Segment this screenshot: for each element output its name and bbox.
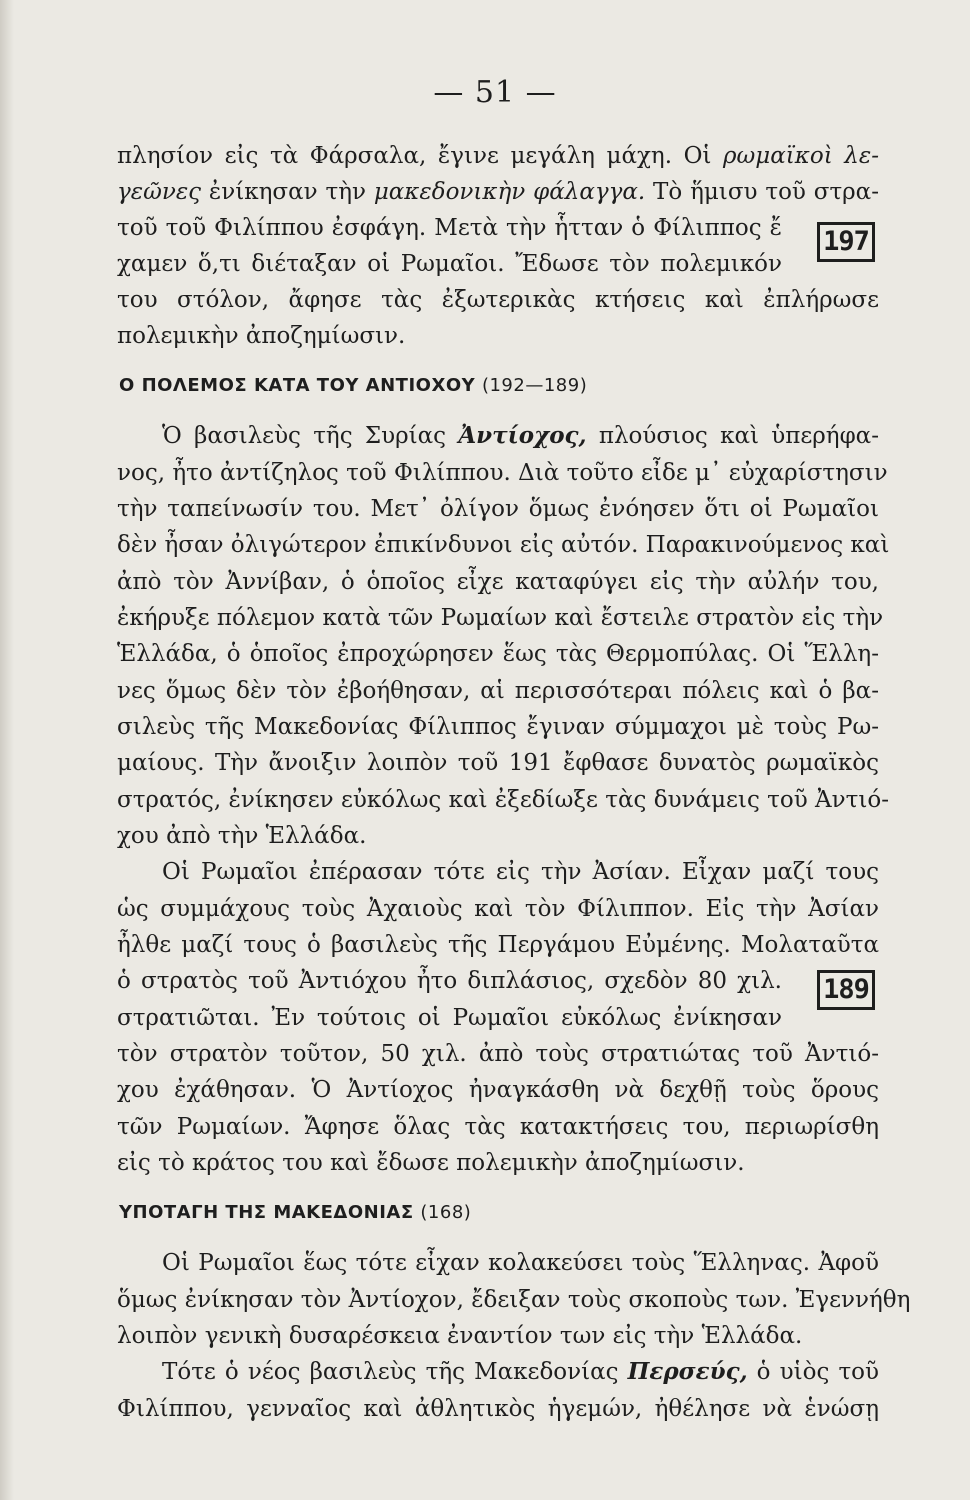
text-line: λοιπὸν γενικὴ δυσαρέσκεια ἐναντίον των εἰς τὴν Ἑλλάδα. [117, 1323, 803, 1349]
text-run: Τὸ ἥμισυ τοῦ στρα- [645, 179, 879, 205]
heading-title: Ο ΠΟΛΕΜΟΣ ΚΑΤΑ ΤΟΥ ΑΝΤΙΟΧΟΥ [119, 375, 476, 396]
heading-years: (168) [420, 1202, 472, 1223]
text-line: πολεμικὴν ἀποζημίωσιν. [117, 323, 406, 349]
page-fold-shadow [0, 0, 14, 1500]
text-line: εἰς τὸ κράτος του καὶ ἔδωσε πολεμικὴν ἀποζημίωσιν. [117, 1150, 745, 1176]
text-line: χαμεν ὅ,τι διέταξαν οἱ Ρωμαῖοι. Ἔδωσε τὸν πολεμικόν [117, 251, 782, 277]
text-line: τῶν Ρωμαίων. Ἄφησε ὅλας τὰς κατακτήσεις του, περιωρίσθη [117, 1114, 879, 1140]
bold-text-run: Ἀντίοχος, [458, 422, 587, 449]
text-line: δὲν ἦσαν ὀλιγώτερον ἐπικίνδυνοι εἰς αὐτόν. Παρακινούμενος καὶ [117, 532, 890, 558]
text-line: ὅμως ἐνίκησαν τὸν Ἀντίοχον, ἔδειξαν τοὺς σκοποὺς των. Ἐγεννήθη [117, 1287, 911, 1313]
text-run: ὁ υἱὸς τοῦ [747, 1359, 879, 1385]
text-line: Ἑλλάδα, ὁ ὁποῖος ἐπροχώρησεν ἕως τὰς Θερμοπύλας. Οἱ Ἕλλη- [117, 641, 879, 667]
text-line [117, 177, 879, 207]
bold-text-run: Περσεύς, [627, 1358, 748, 1385]
text-line: τὸν στρατὸν τοῦτον, 50 χιλ. ἀπὸ τοὺς στρατιώτας τοῦ Ἀντιό- [117, 1041, 879, 1067]
text-line [162, 1357, 879, 1387]
text-run: Ὁ βασιλεὺς τῆς Συρίας [162, 423, 459, 449]
text-line: σιλεὺς τῆς Μακεδονίας Φίλιππος ἔγιναν σύμμαχοι μὲ τοὺς Ρω- [117, 714, 879, 740]
section-heading [119, 373, 587, 399]
text-run: πλησίον εἰς τὰ Φάρσαλα, ἔγινε μεγάλη μάχη. Οἱ [117, 143, 724, 169]
text-line: τοῦ τοῦ Φιλίππου ἐσφάγη. Μετὰ τὴν ἧτταν ὁ Φίλιππος ἔ [117, 215, 782, 241]
text-line: νος, ἦτο ἀντίζηλος τοῦ Φιλίππου. Διὰ τοῦτο εἶδε μ᾽ εὐχαρίστησιν [117, 460, 888, 486]
text-line: ἐκήρυξε πόλεμον κατὰ τῶν Ρωμαίων καὶ ἔστειλε στρατὸν εἰς τὴν [117, 605, 884, 631]
text-line: Φιλίππου, γενναῖος καὶ ἀθλητικὸς ἡγεμών, ἠθέλησε νὰ ἑνώσῃ [117, 1396, 879, 1422]
text-line: Οἱ Ρωμαῖοι ἕως τότε εἶχαν κολακεύσει τοὺς Ἕλληνας. Ἀφοῦ [162, 1250, 879, 1276]
text-run: ἐνίκησαν τὴν [201, 179, 374, 205]
text-run: Τότε ὁ νέος βασιλεὺς τῆς Μακεδονίας [162, 1359, 628, 1385]
text-line: ὡς συμμάχους τοὺς Ἀχαιοὺς καὶ τὸν Φίλιππον. Εἰς τὴν Ἀσίαν [117, 896, 879, 922]
page-number: — 51 — [433, 75, 557, 110]
text-line: νες ὅμως δὲν τὸν ἐβοήθησαν, αἱ περισσότεραι πόλεις καὶ ὁ βα- [117, 678, 879, 704]
italic-text-run: ρωμαϊκοὶ λε- [723, 143, 879, 169]
text-line: ἀπὸ τὸν Ἀννίβαν, ὁ ὁποῖος εἶχε καταφύγει εἰς τὴν αὐλήν του, [117, 569, 879, 595]
text-line: μαίους. Τὴν ἄνοιξιν λοιπὸν τοῦ 191 ἔφθασε δυνατὸς ρωμαϊκὸς [117, 750, 879, 776]
italic-text-run: μακεδονικὴν φάλαγγα. [373, 179, 646, 205]
text-line [162, 421, 879, 451]
heading-years: (192—189) [481, 375, 588, 396]
text-line: του στόλον, ἄφησε τὰς ἐξωτερικὰς κτήσεις καὶ ἐπλήρωσε [117, 287, 879, 313]
text-line: Οἱ Ρωμαῖοι ἐπέρασαν τότε εἰς τὴν Ἀσίαν. Εἶχαν μαζί τους [162, 859, 879, 885]
text-line: τὴν ταπείνωσίν του. Μετ᾽ ὀλίγον ὅμως ἐνόησεν ὅτι οἱ Ρωμαῖοι [117, 496, 879, 522]
text-line [117, 141, 879, 171]
heading-title: ΥΠΟΤΑΓΗ ΤΗΣ ΜΑΚΕΔΟΝΙΑΣ [119, 1202, 414, 1223]
margin-year-box: 197 [817, 222, 875, 262]
text-line: ὁ στρατὸς τοῦ Ἀντιόχου ἦτο διπλάσιος, σχεδὸν 80 χιλ. [117, 968, 782, 994]
text-line: στρατιῶται. Ἐν τούτοις οἱ Ρωμαῖοι εὐκόλως ἐνίκησαν [117, 1005, 782, 1031]
text-line: ἦλθε μαζί τους ὁ βασιλεὺς τῆς Περγάμου Εὐμένης. Μολαταῦτα [117, 932, 879, 958]
margin-year-box: 189 [817, 970, 875, 1010]
text-line: χου ἀπὸ τὴν Ἑλλάδα. [117, 823, 367, 849]
italic-text-run: γεῶνες [117, 179, 202, 205]
text-run: πλούσιος καὶ ὑπερήφα- [586, 423, 879, 449]
section-heading [119, 1200, 471, 1226]
text-line: στρατός, ἐνίκησεν εὐκόλως καὶ ἐξεδίωξε τὰς δυνάμεις τοῦ Ἀντιό- [117, 787, 889, 813]
text-line: χου ἐχάθησαν. Ὁ Ἀντίοχος ἠναγκάσθη νὰ δεχθῇ τοὺς ὅρους [117, 1077, 879, 1103]
